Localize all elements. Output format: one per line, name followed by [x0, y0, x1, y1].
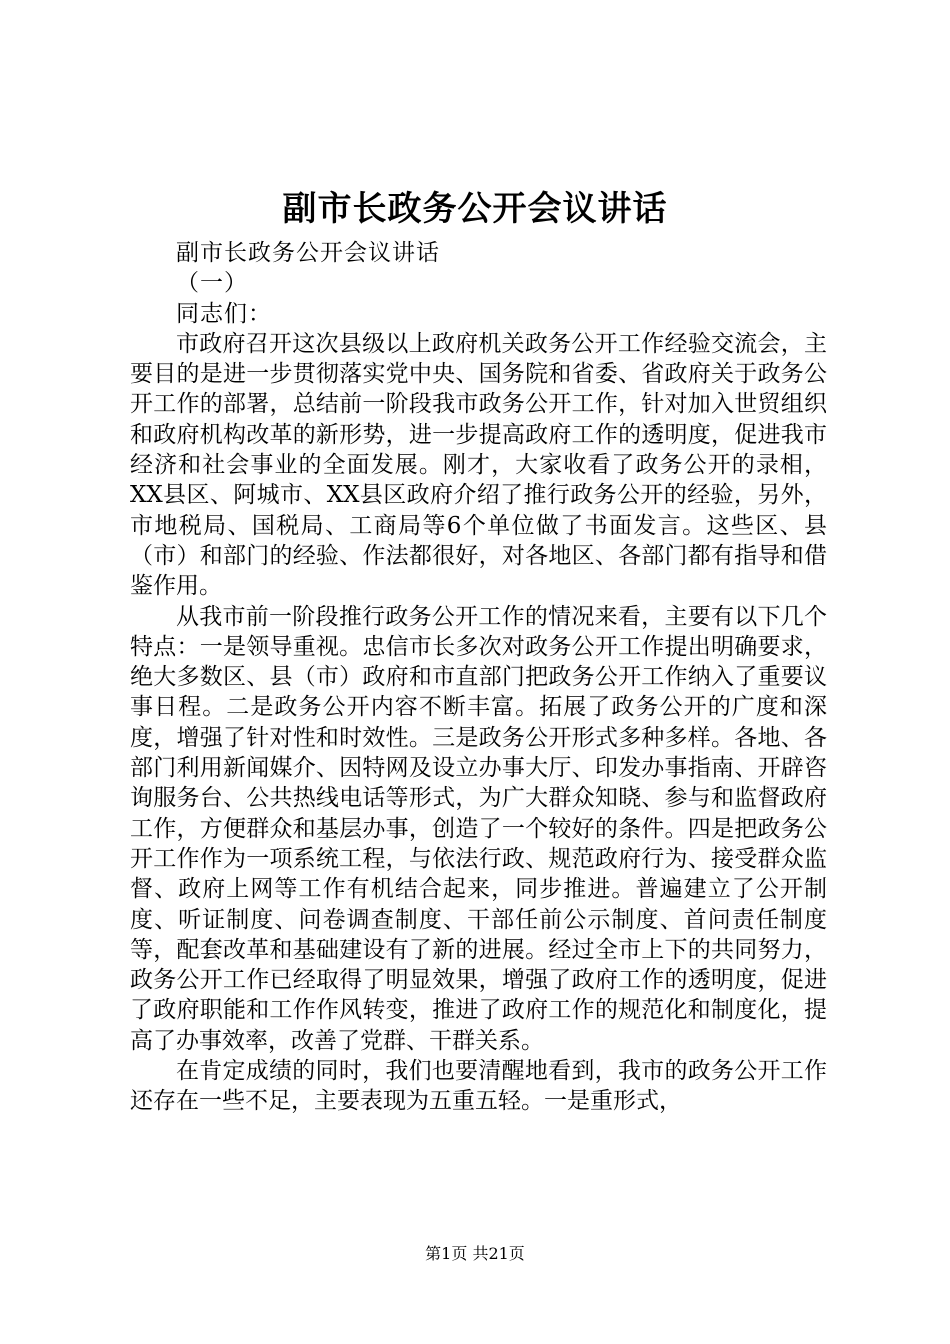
page-footer: 第1页 共21页 [425, 1244, 525, 1263]
paragraph-2: 从我市前一阶段推行政务公开工作的情况来看，主要有以下几个特点：一是领导重视。忠信市长多次对政务公开工作提出明确要求，绝大多数区、县（市）政府和市直部门把政务公开工作纳入了重要议事日程。二是政务公开内容不断丰富。拓展了政务公开的广度和深度，增强了针对性和时效性。三是政务公开形式多种多样。各地、各部门利用新闻媒介、因特网及设立办事大厅、印发办事指南、开辟咨询服务台、公共热线电话等形式，为广大群众知晓、参与和监督政府工作，方便群众和基层办事，创造了一个较好的条件。四是把政务公开工作作为一项系统工程，与依法行政、规范政府行为、接受群众监督、政府上网等工作有机结合起来，同步推进。普遍建立了公开制度、听证制度、问卷调查制度、干部任前公示制度、首问责任制度等，配套改革和基础建设有了新的进展。经过全市上下的共同努力，政务公开工作已经取得了明显效果，增强了政府工作的透明度，促进了政府职能和工作作风转变，推进了政府工作的规范化和制度化，提高了办事效率，改善了党群、干群关系。 [130, 603, 827, 1054]
paragraph-3: 在肯定成绩的同时，我们也要清醒地看到，我市的政务公开工作还存在一些不足，主要表现为五重五轻。一是重形式， [130, 1058, 827, 1115]
paragraph-1: 市政府召开这次县级以上政府机关政务公开工作经验交流会，主要目的是进一步贯彻落实党中央、国务院和省委、省政府关于政务公开工作的部署，总结前一阶段我市政务公开工作，针对加入世贸组织和政府机构改革的新形势，进一步提高政府工作的透明度，促进我市经济和社会事业的全面发展。刚才，大家收看了政务公开的录相，XX县区、阿城市、XX县区政府介绍了推行政务公开的经验，另外，市地税局、国税局、工商局等6个单位做了书面发言。这些区、县（市）和部门的经验、作法都很好，对各地区、各部门都有指导和借鉴作用。 [130, 330, 827, 600]
document-title: 副市长政务公开会议讲话 [282, 189, 668, 229]
section-mark: （一） [176, 270, 248, 297]
document-subtitle: 副市长政务公开会议讲话 [176, 240, 440, 266]
document-body [130, 238, 827, 1117]
salutation: 同志们： [176, 300, 272, 327]
